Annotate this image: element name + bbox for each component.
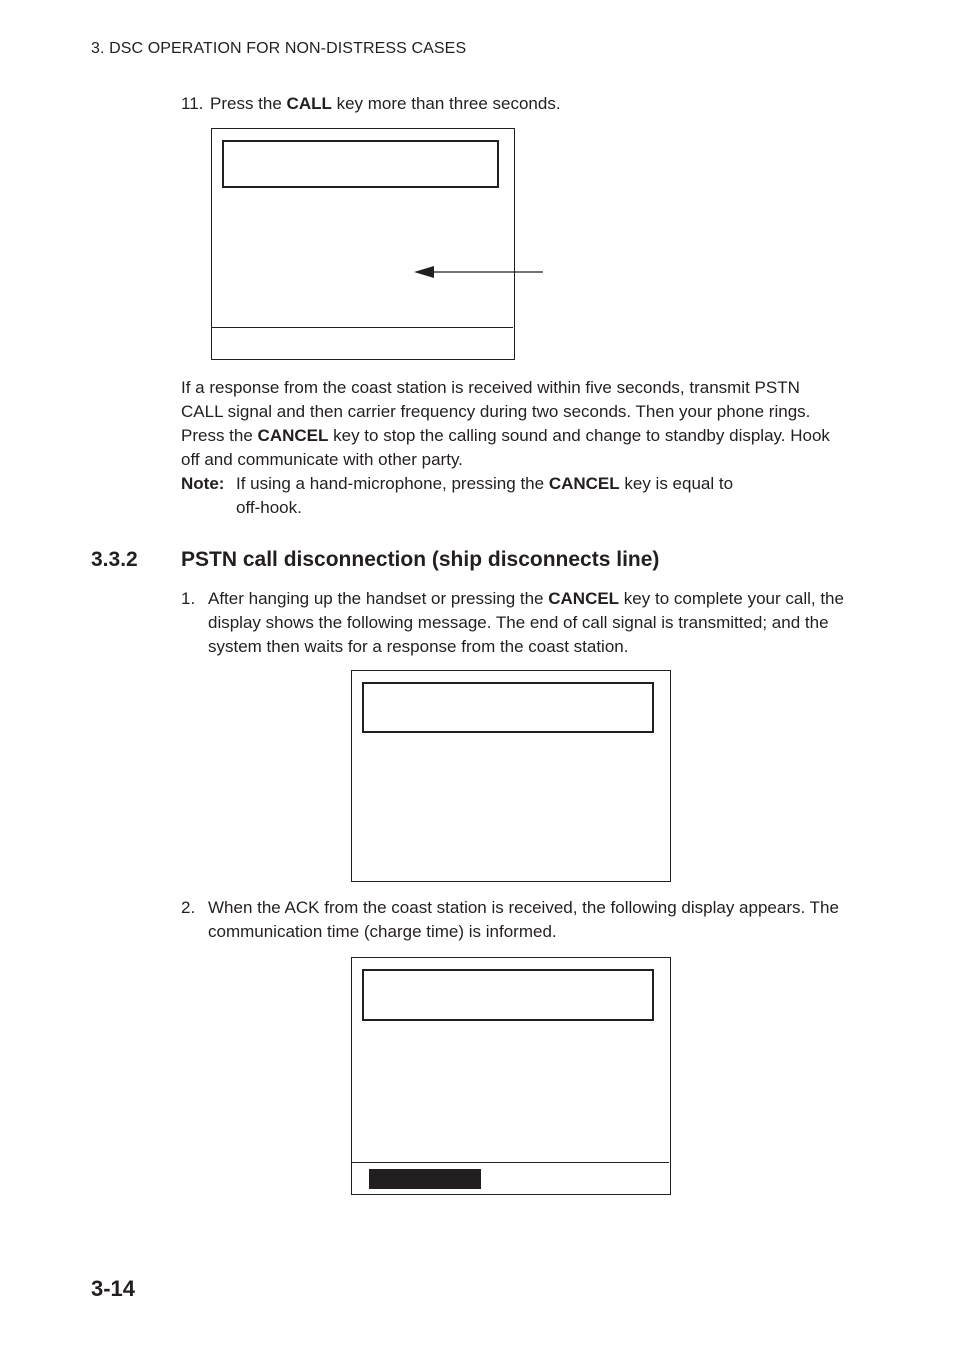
step-number: 11. — [181, 94, 204, 113]
note-continuation: off-hook. — [236, 498, 302, 517]
screen-3-highlight-bar — [369, 1169, 481, 1189]
step-text-after: key more than three seconds. — [331, 94, 561, 113]
display-screen-2 — [351, 670, 671, 882]
item-1-text — [208, 587, 848, 659]
paragraph-part-1: If a response from the coast station is received within five seconds, transmit PSTN CALL signal and then carrier frequency during two seconds. Then your phone rings. Press the — [181, 378, 811, 445]
screen-3-divider — [352, 1162, 669, 1163]
page-number: 3-14 — [91, 1276, 136, 1301]
paragraph-part-2: key to stop the calling sound and change to standby display. Hook off and communicate with other party. — [181, 426, 830, 469]
note-text-before: If using a hand-microphone, pressing the — [236, 474, 549, 493]
cancel-key-label: CANCEL — [257, 426, 329, 445]
note — [181, 472, 841, 520]
screen-1-divider — [212, 327, 513, 328]
display-screen-3 — [351, 957, 671, 1195]
note-label: Note: — [181, 474, 225, 493]
paragraph-response — [181, 376, 841, 472]
step-text-before: Press the — [210, 94, 287, 113]
item-1-text-after: key to complete your call, the display shows the following message. The end of call signal is transmitted; and the system then waits for a response from the coast station. — [208, 589, 844, 656]
screen-3-title-box — [362, 969, 654, 1021]
running-head: 3. DSC OPERATION FOR NON-DISTRESS CASES — [91, 40, 467, 57]
item-1-number: 1. — [181, 589, 196, 608]
call-key-label: CALL — [286, 94, 332, 113]
item-2-number: 2. — [181, 898, 196, 917]
item-1-text-before: After hanging up the handset or pressing the — [208, 589, 549, 608]
pointer-arrow-icon — [410, 262, 550, 282]
screen-1-title-box — [222, 140, 499, 188]
note-cancel-key-label: CANCEL — [548, 474, 620, 493]
step-11 — [181, 94, 561, 114]
note-text-after: key is equal to — [619, 474, 734, 493]
list-item-2 — [181, 896, 851, 952]
section-title: PSTN call disconnection (ship disconnects line) — [181, 548, 660, 571]
list-item-1 — [181, 587, 851, 667]
item-2-text: When the ACK from the coast station is received, the following display appears. The communication time (charge time) is informed. — [208, 898, 839, 941]
display-screen-1 — [211, 128, 515, 360]
section-number: 3.3.2 — [91, 548, 138, 571]
item-1-cancel-key-label: CANCEL — [548, 589, 620, 608]
screen-2-title-box — [362, 682, 654, 733]
